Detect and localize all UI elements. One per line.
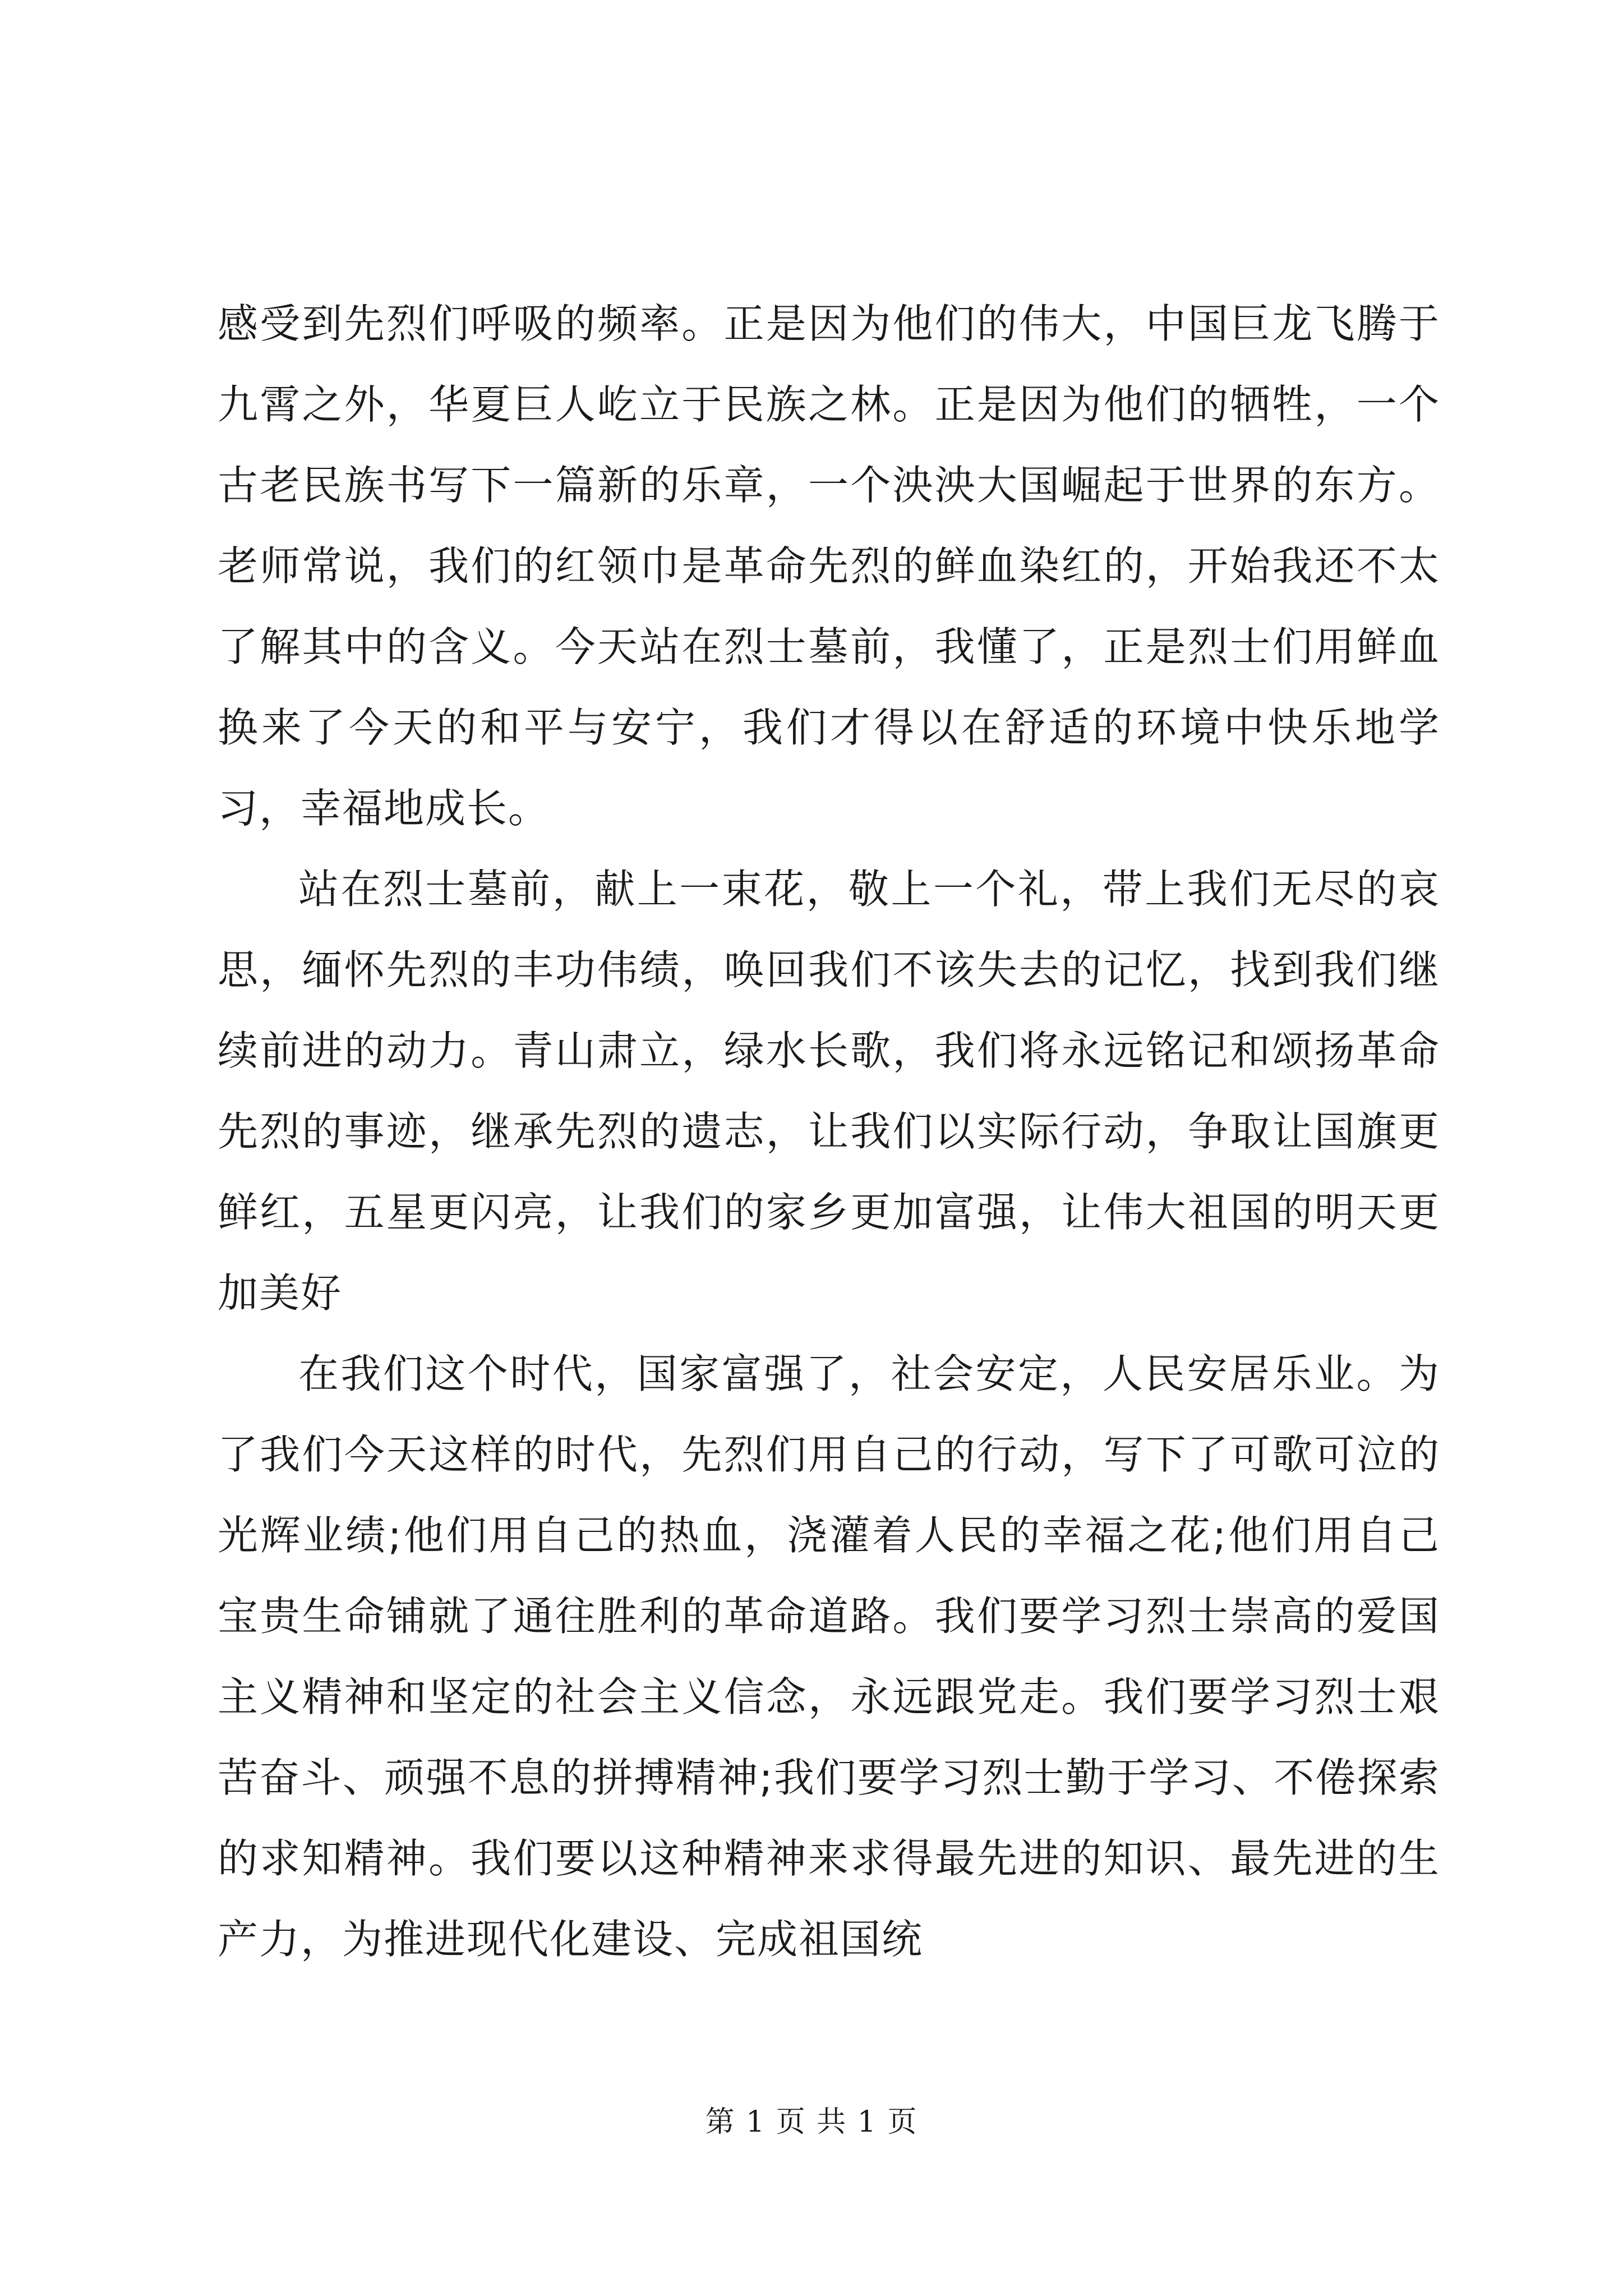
page-footer: 第 1 页 共 1 页 (705, 2105, 918, 2139)
paragraph-2: 站在烈士墓前，献上一束花，敬上一个礼，带上我们无尽的哀思，缅怀先烈的丰功伟绩，唤回我们不该失去的记忆，找到我们继续前进的动力。青山肃立，绿水长歌，我们将永远铭记和颂扬革命先烈的事迹，继承先烈的遗志，让我们以实际行动，争取让国旗更鲜红，五星更闪亮，让我们的家乡更加富强，让伟大祖国的明天更加美好 (218, 866, 1440, 1317)
paragraph-3: 在我们这个时代，国家富强了，社会安定，人民安居乐业。为了我们今天这样的时代，先烈们用自己的行动，写下了可歌可泣的光辉业绩;他们用自己的热血，浇灌着人民的幸福之花;他们用自己宝贵生命铺就了通往胜利的革命道路。我们要学习烈士崇高的爱国主义精神和坚定的社会主义信念，永远跟党走。我们要学习烈士艰苦奋斗、顽强不息的拼搏精神;我们要学习烈士勤于学习、不倦探索的求知精神。我们要以这种精神来求得最先进的知识、最先进的生产力，为推进现代化建设、完成祖国统 (218, 1350, 1440, 1963)
paragraph-1: 感受到先烈们呼吸的频率。正是因为他们的伟大，中国巨龙飞腾于九霄之外，华夏巨人屹立于民族之林。正是因为他们的牺牲，一个古老民族书写下一篇新的乐章，一个泱泱大国崛起于世界的东方。老师常说，我们的红领巾是革命先烈的鲜血染红的，开始我还不太了解其中的含义。今天站在烈士墓前，我懂了，正是烈士们用鲜血换来了今天的和平与安宁，我们才得以在舒适的环境中快乐地学习，幸福地成长。 (218, 300, 1440, 832)
document-body (218, 283, 1440, 1980)
